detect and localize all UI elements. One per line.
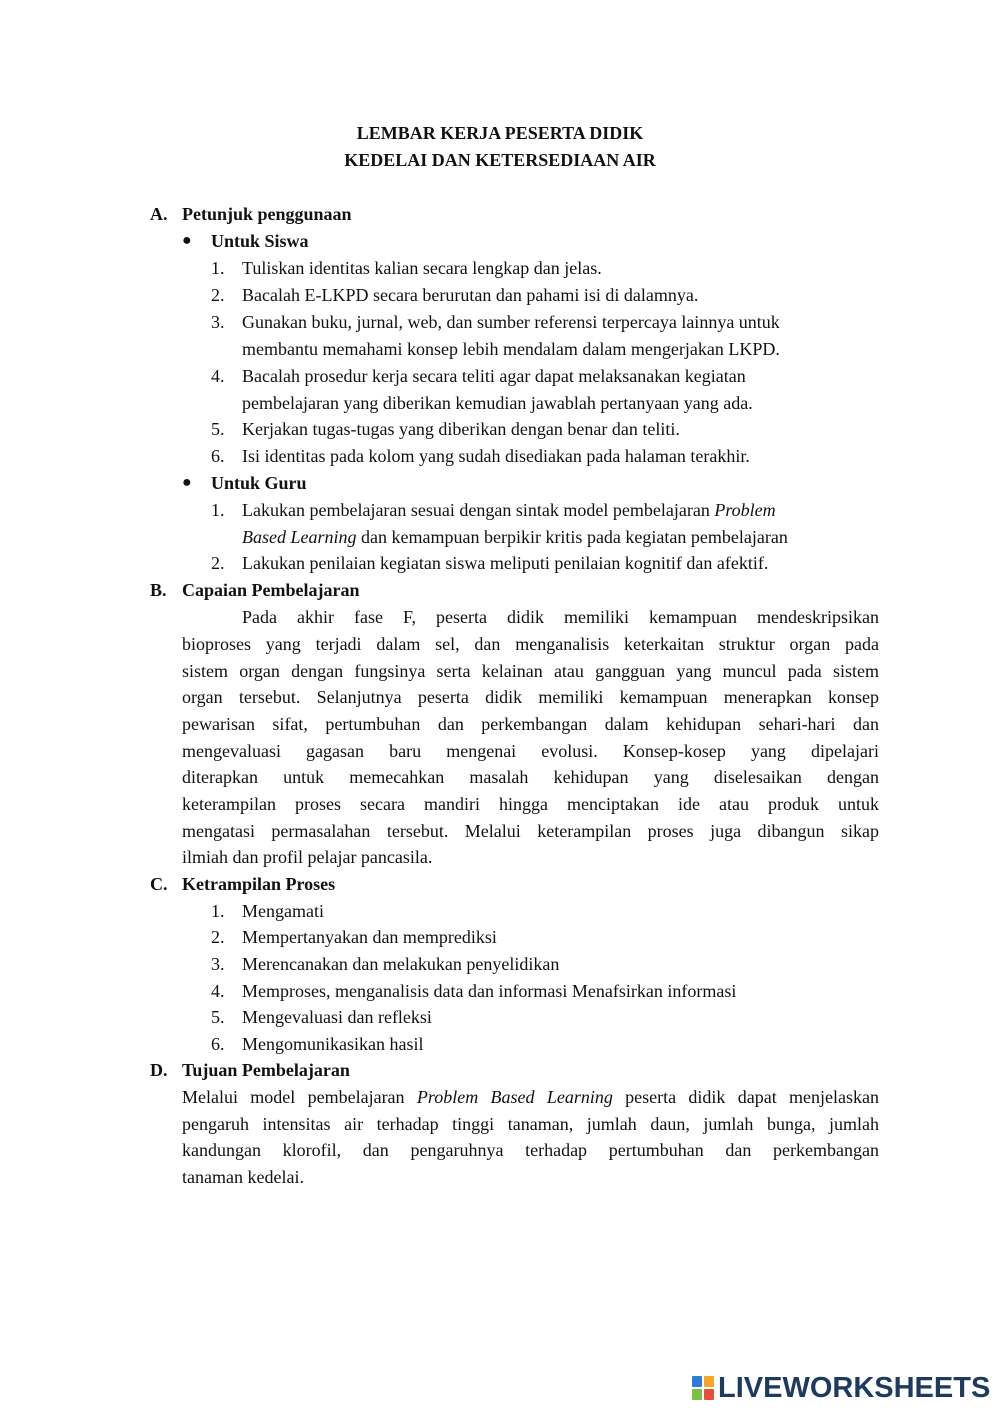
guru-item-1-italic-problem: Problem xyxy=(714,500,776,520)
section-a-heading: Petunjuk penggunaan xyxy=(182,204,352,224)
capaian-paragraph-line-last: ilmiah dan profil pelajar pancasila. xyxy=(182,847,433,867)
siswa-item-6-number: 6. xyxy=(211,446,225,466)
tujuan-paragraph-line-last: tanaman kedelai. xyxy=(182,1167,304,1187)
proses-item-2-number: 2. xyxy=(211,927,225,947)
untuk-siswa-heading: Untuk Siswa xyxy=(211,231,309,251)
siswa-item-3-text-cont: membantu memahami konsep lebih mendalam dalam mengerjakan LKPD. xyxy=(242,339,780,359)
tujuan-paragraph-line: pengaruh intensitas air terhadap tinggi tanaman, jumlah daun, jumlah bunga, jumlah xyxy=(182,1114,879,1134)
section-c-heading: Ketrampilan Proses xyxy=(182,874,336,894)
guru-item-1-text-pre: Lakukan pembelajaran sesuai dengan sintak model pembelajaran xyxy=(242,500,715,520)
proses-item-5-number: 5. xyxy=(211,1007,225,1027)
proses-item-1-number: 1. xyxy=(211,901,225,921)
document-title-line-1: LEMBAR KERJA PESERTA DIDIK xyxy=(356,123,644,143)
siswa-item-6-text: Isi identitas pada kolom yang sudah disediakan pada halaman terakhir. xyxy=(242,446,750,466)
tujuan-line-1-italic: Problem Based Learning xyxy=(416,1087,613,1107)
guru-item-2-number: 2. xyxy=(211,553,225,573)
siswa-item-4-number: 4. xyxy=(211,366,225,386)
capaian-paragraph-line: Pada akhir fase F, peserta didik memiliki kemampuan mendeskripsikan xyxy=(242,607,879,627)
siswa-item-3-text: Gunakan buku, jurnal, web, dan sumber referensi terpercaya lainnya untuk xyxy=(242,312,780,332)
guru-item-1-text xyxy=(242,497,776,523)
section-d-heading: Tujuan Pembelajaran xyxy=(182,1060,350,1080)
siswa-item-2-number: 2. xyxy=(211,285,225,305)
untuk-guru-heading: Untuk Guru xyxy=(211,473,307,493)
liveworksheets-logo xyxy=(692,1373,990,1403)
bullet-icon: ● xyxy=(182,474,192,491)
capaian-paragraph-line: keterampilan proses secara mandiri hingga menciptakan ide atau produk untuk xyxy=(182,794,879,814)
proses-item-3-number: 3. xyxy=(211,954,225,974)
capaian-paragraph-line: mengevaluasi gagasan baru mengenai evolusi. Konsep-kosep yang dipelajari xyxy=(182,741,879,761)
proses-item-4-text: Memproses, menganalisis data dan informasi Menafsirkan informasi xyxy=(242,981,737,1001)
siswa-item-1-number: 1. xyxy=(211,258,225,278)
proses-item-6-text: Mengomunikasikan hasil xyxy=(242,1034,424,1054)
section-b-heading: Capaian Pembelajaran xyxy=(182,580,360,600)
logo-square-blue xyxy=(692,1376,702,1387)
tujuan-line-1-post: peserta didik dapat menjelaskan xyxy=(612,1087,879,1107)
liveworksheets-logo-icon xyxy=(692,1376,714,1400)
siswa-item-5-text: Kerjakan tugas-tugas yang diberikan dengan benar dan teliti. xyxy=(242,419,680,439)
capaian-paragraph-line: diterapkan untuk memecahkan masalah kehidupan yang diselesaikan dengan xyxy=(182,767,879,787)
siswa-item-2-text: Bacalah E-LKPD secara berurutan dan pahami isi di dalamnya. xyxy=(242,285,699,305)
guru-item-2-text: Lakukan penilaian kegiatan siswa meliputi penilaian kognitif dan afektif. xyxy=(242,553,769,573)
tujuan-paragraph-line: kandungan klorofil, dan pengaruhnya terhadap pertumbuhan dan perkembangan xyxy=(182,1140,879,1160)
logo-square-red xyxy=(704,1389,714,1400)
capaian-paragraph-line: organ tersebut. Selanjutnya peserta didik memiliki kemampuan menerapkan konsep xyxy=(182,687,879,707)
bullet-icon: ● xyxy=(182,232,192,249)
section-b-letter: B. xyxy=(150,580,167,600)
section-a-letter: A. xyxy=(150,204,168,224)
tujuan-line-1-pre: Melalui model pembelajaran xyxy=(182,1087,417,1107)
proses-item-3-text: Merencanakan dan melakukan penyelidikan xyxy=(242,954,560,974)
siswa-item-4-text-cont: pembelajaran yang diberikan kemudian jawablah pertanyaan yang ada. xyxy=(242,393,753,413)
document-title-line-2: KEDELAI DAN KETERSEDIAAN AIR xyxy=(344,150,656,170)
siswa-item-3-number: 3. xyxy=(211,312,225,332)
tujuan-paragraph-line xyxy=(182,1084,879,1110)
proses-item-5-text: Mengevaluasi dan refleksi xyxy=(242,1007,432,1027)
section-d-letter: D. xyxy=(150,1060,168,1080)
liveworksheets-logo-text: LIVEWORKSHEETS xyxy=(718,1372,991,1404)
siswa-item-4-text: Bacalah prosedur kerja secara teliti agar dapat melaksanakan kegiatan xyxy=(242,366,746,386)
capaian-paragraph-line: mengatasi permasalahan tersebut. Melalui keterampilan proses juga dibangun sikap xyxy=(182,821,879,841)
capaian-paragraph-line: bioproses yang terjadi dalam sel, dan menganalisis keterkaitan struktur organ pada xyxy=(182,634,879,654)
siswa-item-5-number: 5. xyxy=(211,419,225,439)
logo-square-orange xyxy=(704,1376,714,1387)
proses-item-2-text: Mempertanyakan dan memprediksi xyxy=(242,927,497,947)
guru-item-1-text-cont xyxy=(242,524,788,550)
proses-item-1-text: Mengamati xyxy=(242,901,324,921)
guru-item-1-number: 1. xyxy=(211,500,225,520)
capaian-paragraph-line: pewarisan sifat, pertumbuhan dan perkembangan dalam kehidupan sehari-hari dan xyxy=(182,714,879,734)
siswa-item-1-text: Tuliskan identitas kalian secara lengkap dan jelas. xyxy=(242,258,602,278)
proses-item-4-number: 4. xyxy=(211,981,225,1001)
guru-item-1-text-post: dan kemampuan berpikir kritis pada kegiatan pembelajaran xyxy=(356,527,788,547)
section-c-letter: C. xyxy=(150,874,168,894)
logo-square-green xyxy=(692,1389,702,1400)
proses-item-6-number: 6. xyxy=(211,1034,225,1054)
capaian-paragraph-line: sistem organ dengan fungsinya serta kelainan atau gangguan yang muncul pada sistem xyxy=(182,661,879,681)
guru-item-1-italic-based-learning: Based Learning xyxy=(242,527,357,547)
